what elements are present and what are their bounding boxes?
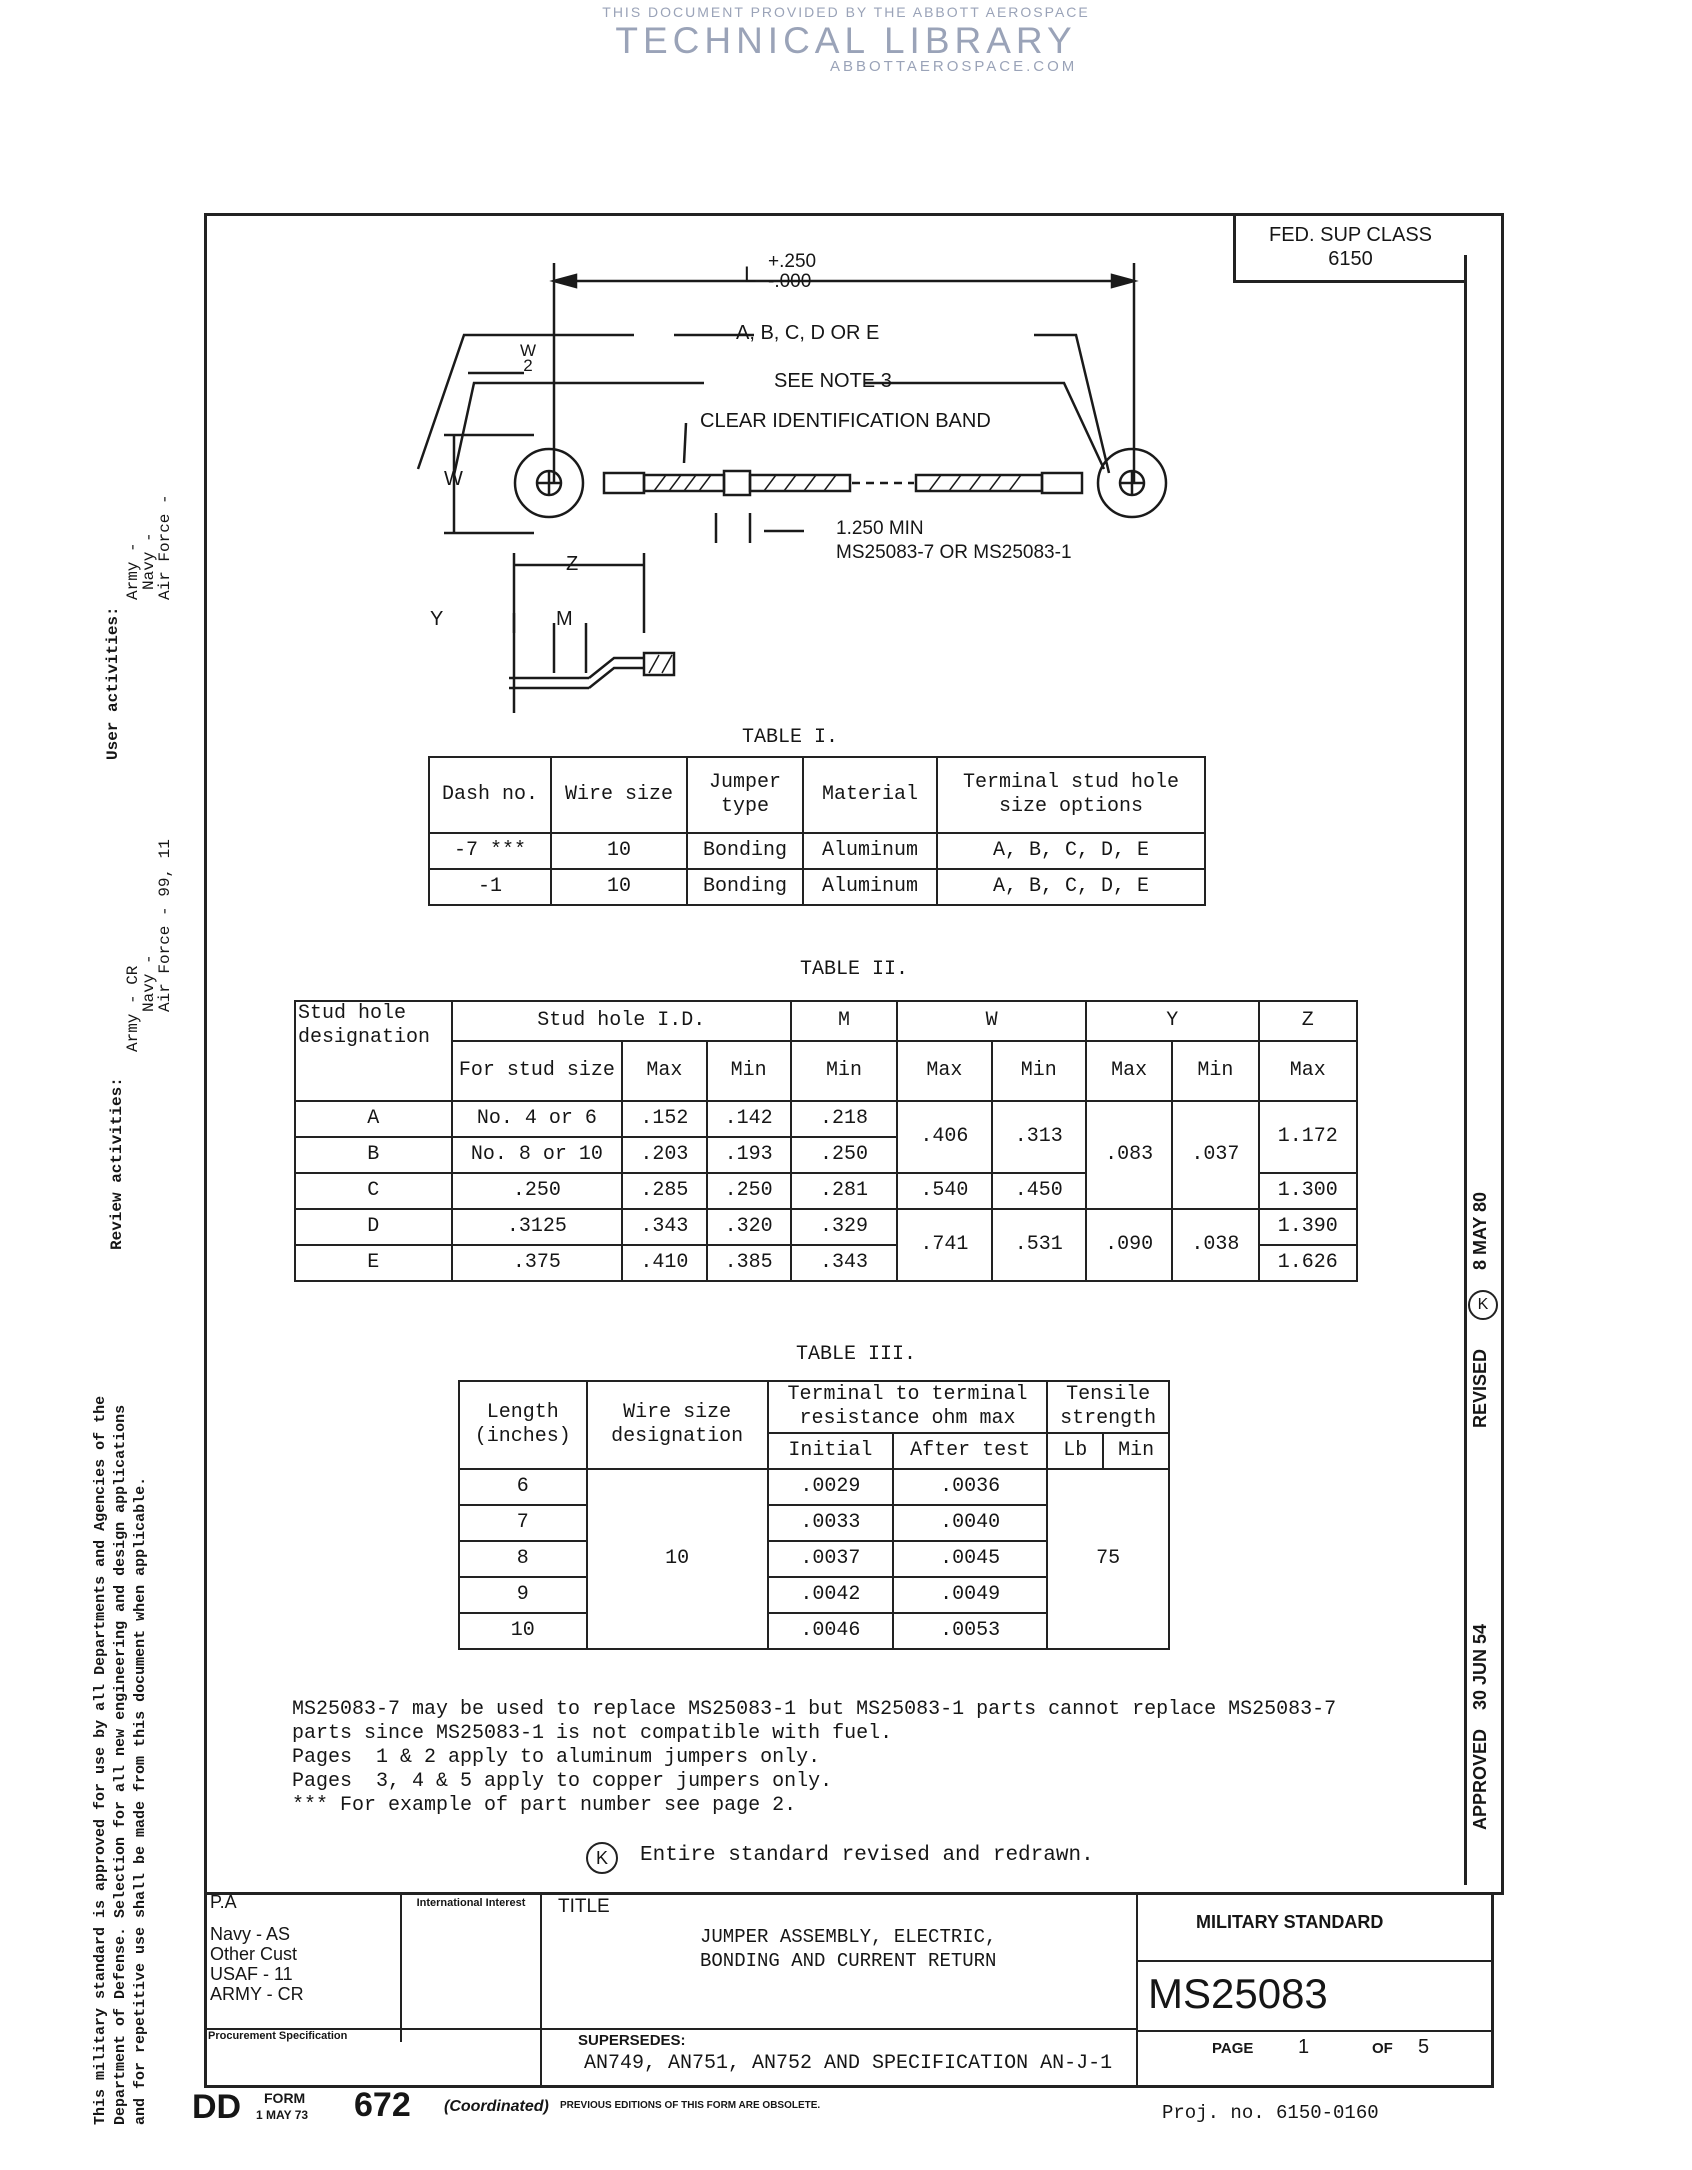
table3-header-lb: Lb	[1047, 1433, 1103, 1469]
table1-header-dash: Dash no.	[429, 757, 551, 833]
table2-cell: C	[295, 1173, 452, 1209]
table2-cell: .193	[707, 1137, 791, 1173]
length-tolerance	[768, 252, 816, 292]
table3-header-length: Length (inches)	[459, 1381, 587, 1469]
identification-band	[724, 471, 750, 495]
title-label: TITLE	[558, 1896, 610, 1917]
table2-cell: A	[295, 1101, 452, 1137]
table1-cell: Aluminum	[803, 869, 937, 905]
project-number: Proj. no. 6150-0160	[1162, 2102, 1379, 2124]
table2-cell: .250	[707, 1173, 791, 1209]
form-label: FORM	[264, 2090, 306, 2106]
table1-cell: Aluminum	[803, 833, 937, 869]
note-line: Pages 1 & 2 apply to aluminum jumpers only.	[292, 1746, 821, 1769]
table2-caption: TABLE II.	[800, 958, 909, 981]
review-activity-item: Navy -	[140, 954, 158, 1012]
revision-note: Entire standard revised and redrawn.	[640, 1844, 1094, 1867]
international-interest-label: International Interest	[416, 1897, 526, 1909]
table2-cell: No. 4 or 6	[452, 1101, 623, 1137]
table3	[458, 1380, 1170, 1650]
table1-caption: TABLE I.	[742, 726, 839, 749]
table3-cell: 75	[1047, 1469, 1169, 1649]
table3-cell: 10	[459, 1613, 587, 1649]
page-label: PAGE	[1212, 2040, 1254, 2057]
z-label: Z	[566, 553, 579, 575]
supersedes-value: AN749, AN751, AN752 AND SPECIFICATION AN-J-1	[584, 2052, 1113, 2075]
table3-cell: .0042	[768, 1577, 893, 1613]
table-row	[459, 1469, 1169, 1505]
table1-cell: Bonding	[687, 833, 803, 869]
tolerance-plus: +.250	[768, 251, 817, 272]
custodian-item: Other Cust	[210, 1944, 298, 1964]
table2-header-id-max: Max	[622, 1041, 706, 1101]
military-standard-label: MILITARY STANDARD	[1196, 1912, 1384, 1932]
table2	[294, 1000, 1358, 1282]
table2-header-z: Z	[1259, 1001, 1357, 1041]
table3-header-resistance: Terminal to terminal resistance ohm max	[768, 1381, 1048, 1433]
custodian-item: USAF - 11	[210, 1964, 293, 1984]
form-number: 672	[354, 2086, 411, 2124]
table1-header-wire: Wire size	[551, 757, 687, 833]
w-label: W	[444, 468, 463, 490]
note-line: *** For example of part number see page 2.	[292, 1794, 797, 1817]
table3-header-min: Min	[1103, 1433, 1169, 1469]
tb-divider	[1136, 2030, 1494, 2032]
note-line: MS25083-7 may be used to replace MS25083-1 but MS25083-1 parts cannot replace MS25083-7	[292, 1698, 1337, 1721]
table2-cell: .038	[1172, 1209, 1258, 1281]
of-label: OF	[1372, 2040, 1393, 2057]
table3-cell: .0036	[893, 1469, 1047, 1505]
table1-cell: 10	[551, 869, 687, 905]
table2-cell: .385	[707, 1245, 791, 1281]
table2-cell: .3125	[452, 1209, 623, 1245]
table3-cell: 9	[459, 1577, 587, 1613]
table1-cell: -7 ***	[429, 833, 551, 869]
table2-cell: .203	[622, 1137, 706, 1173]
m-label: M	[556, 608, 573, 630]
revision-symbol-side: K	[1468, 1290, 1498, 1320]
table2-cell: E	[295, 1245, 452, 1281]
table2-cell: .540	[897, 1173, 991, 1209]
title-line-2: BONDING AND CURRENT RETURN	[700, 1950, 997, 1972]
table2-cell: .410	[622, 1245, 706, 1281]
supersedes-label: SUPERSEDES:	[578, 2032, 686, 2049]
library-provided-text: THIS DOCUMENT PROVIDED BY THE ABBOTT AEROSPACE	[602, 4, 1090, 20]
table3-cell: 7	[459, 1505, 587, 1541]
table3-cell: .0045	[893, 1541, 1047, 1577]
table3-header-initial: Initial	[768, 1433, 893, 1469]
table2-cell: .037	[1172, 1101, 1258, 1209]
title-line-1: JUMPER ASSEMBLY, ELECTRIC,	[700, 1926, 997, 1948]
previous-editions-note: PREVIOUS EDITIONS OF THIS FORM ARE OBSOLETE.	[560, 2100, 821, 2111]
standard-number: MS25083	[1148, 1970, 1328, 2017]
tb-divider	[540, 1892, 542, 2088]
table2-cell: .083	[1086, 1101, 1172, 1209]
table2-header-y-min: Min	[1172, 1041, 1258, 1101]
table2-cell: .741	[897, 1209, 991, 1281]
table1-cell: Bonding	[687, 869, 803, 905]
user-activity-item: Army -	[124, 542, 142, 600]
revised-date: 8 MAY 80	[1470, 1191, 1490, 1270]
tolerance-minus: -.000	[768, 271, 812, 292]
review-activity-item: Air Force - 99, 11	[156, 839, 174, 1012]
user-activity-item: Navy -	[140, 532, 158, 590]
table2-header-m: M	[791, 1001, 897, 1041]
table3-cell: .0040	[893, 1505, 1047, 1541]
table2-cell: .329	[791, 1209, 897, 1245]
approved-label: APPROVED	[1470, 1728, 1490, 1830]
callout-leader-2	[454, 383, 704, 475]
table-row	[295, 1209, 1357, 1245]
table3-header-after: After test	[893, 1433, 1047, 1469]
table3-cell: .0053	[893, 1613, 1047, 1649]
table2-header-z-max: Max	[1259, 1041, 1357, 1101]
approval-statement-line: This military standard is approved for use by all Departments and Agencies of the	[92, 1395, 109, 2125]
table2-cell: .343	[791, 1245, 897, 1281]
table2-cell: No. 8 or 10	[452, 1137, 623, 1173]
length-label: L	[744, 262, 757, 287]
library-url: ABBOTTAEROSPACE.COM	[830, 58, 1078, 75]
table2-header-m-min: Min	[791, 1041, 897, 1101]
table3-cell: .0029	[768, 1469, 893, 1505]
table2-header-for-stud: For stud size	[452, 1041, 623, 1101]
table2-cell: 1.300	[1259, 1173, 1357, 1209]
tb-divider	[400, 1892, 402, 2042]
table2-cell: .090	[1086, 1209, 1172, 1281]
custodians	[210, 1924, 304, 2004]
table3-cell: .0033	[768, 1505, 893, 1541]
table1-cell: -1	[429, 869, 551, 905]
table-row	[295, 1101, 1357, 1137]
frame-revision-divider	[1464, 255, 1467, 1885]
table3-header-wire: Wire size designation	[587, 1381, 768, 1469]
table1-header-terminal: Terminal stud hole size options	[937, 757, 1205, 833]
dd-label: DD	[192, 2088, 242, 2126]
arrow-right	[1112, 275, 1134, 287]
table3-cell: .0046	[768, 1613, 893, 1649]
table2-cell: .152	[622, 1101, 706, 1137]
custodian-item: Navy - AS	[210, 1924, 291, 1944]
y-label: Y	[430, 608, 444, 630]
library-title: TECHNICAL LIBRARY	[615, 20, 1077, 61]
table3-header-tensile: Tensile strength	[1047, 1381, 1169, 1433]
table3-cell: 10	[587, 1469, 768, 1649]
jumper-drawing	[204, 213, 1234, 733]
approval-statement-line: Department of Defense. Selection for all new engineering and design applications	[112, 1404, 129, 2125]
table2-cell: .250	[791, 1137, 897, 1173]
revised-label: REVISED	[1470, 1348, 1490, 1428]
table2-cell: .343	[622, 1209, 706, 1245]
table3-caption: TABLE III.	[796, 1343, 917, 1366]
table2-cell: 1.626	[1259, 1245, 1357, 1281]
table2-cell: .320	[707, 1209, 791, 1245]
procurement-spec-label: Procurement Specification	[208, 2030, 348, 2042]
table3-cell: .0037	[768, 1541, 893, 1577]
fed-sup-class-box	[1233, 213, 1465, 283]
table1-cell: 10	[551, 833, 687, 869]
table2-header-id-min: Min	[707, 1041, 791, 1101]
table2-cell: 1.390	[1259, 1209, 1357, 1245]
note-line: Pages 3, 4 & 5 apply to copper jumpers only.	[292, 1770, 833, 1793]
table3-cell: .0049	[893, 1577, 1047, 1613]
table2-cell: .250	[452, 1173, 623, 1209]
table2-cell: D	[295, 1209, 452, 1245]
fed-sup-value: 6150	[1328, 248, 1373, 270]
page-total: 5	[1418, 2036, 1430, 2058]
part-number-label: MS25083-7 OR MS25083-1	[836, 542, 1072, 563]
review-activities-label: Review activities:	[108, 1077, 126, 1250]
table-row	[429, 833, 1205, 869]
table2-header-w-max: Max	[897, 1041, 991, 1101]
table2-cell: B	[295, 1137, 452, 1173]
coordinated-label: (Coordinated)	[444, 2098, 549, 2115]
table1-header-jumper: Jumper type	[687, 757, 803, 833]
user-activity-item: Air Force -	[156, 494, 174, 600]
callout-see-note-3: SEE NOTE 3	[774, 370, 892, 392]
table2-header-y-max: Max	[1086, 1041, 1172, 1101]
table2-cell: .406	[897, 1101, 991, 1173]
fed-sup-label: FED. SUP CLASS	[1268, 224, 1433, 246]
table1-header-material: Material	[803, 757, 937, 833]
table1-cell: A, B, C, D, E	[937, 833, 1205, 869]
table-row	[429, 869, 1205, 905]
callout-stud-hole: A, B, C, D OR E	[736, 322, 880, 344]
page-number: 1	[1298, 2036, 1310, 2058]
table3-cell: 6	[459, 1469, 587, 1505]
tb-divider	[1136, 1892, 1138, 2088]
table2-header-id: Stud hole I.D.	[452, 1001, 791, 1041]
tb-divider	[1136, 1960, 1494, 1962]
table1-cell: A, B, C, D, E	[937, 869, 1205, 905]
custodian-item: ARMY - CR	[210, 1984, 304, 2004]
table2-cell: .142	[707, 1101, 791, 1137]
callout-identification-band: CLEAR IDENTIFICATION BAND	[700, 410, 991, 432]
pa-label: P.A	[210, 1892, 237, 1912]
table2-cell: .218	[791, 1101, 897, 1137]
table2-cell: .375	[452, 1245, 623, 1281]
table1	[428, 756, 1206, 906]
table2-cell: .450	[992, 1173, 1086, 1209]
table2-header-w-min: Min	[992, 1041, 1086, 1101]
approval-statement-line: and for repetitive use shall be made from this document when applicable.	[132, 1476, 149, 2125]
table2-header-w: W	[897, 1001, 1086, 1041]
review-activity-item: Army - CR	[124, 965, 142, 1052]
approved-date: 30 JUN 54	[1470, 1623, 1490, 1710]
user-activities-label: User activities:	[104, 606, 122, 760]
table2-header-y: Y	[1086, 1001, 1259, 1041]
min-length-label: 1.250 MIN	[836, 518, 924, 539]
table2-cell: .285	[622, 1173, 706, 1209]
arrow-left	[554, 275, 576, 287]
table2-cell: .313	[992, 1101, 1086, 1173]
revision-symbol: K	[586, 1842, 618, 1874]
table2-cell: .531	[992, 1209, 1086, 1281]
table2-cell: .281	[791, 1173, 897, 1209]
table2-header-designation: Stud hole designation	[295, 1001, 452, 1101]
form-date: 1 MAY 73	[256, 2108, 309, 2122]
table2-cell: 1.172	[1259, 1101, 1357, 1173]
w-half-label: W 2	[520, 341, 537, 375]
table3-cell: 8	[459, 1541, 587, 1577]
note-line: parts since MS25083-1 is not compatible with fuel.	[292, 1722, 893, 1745]
